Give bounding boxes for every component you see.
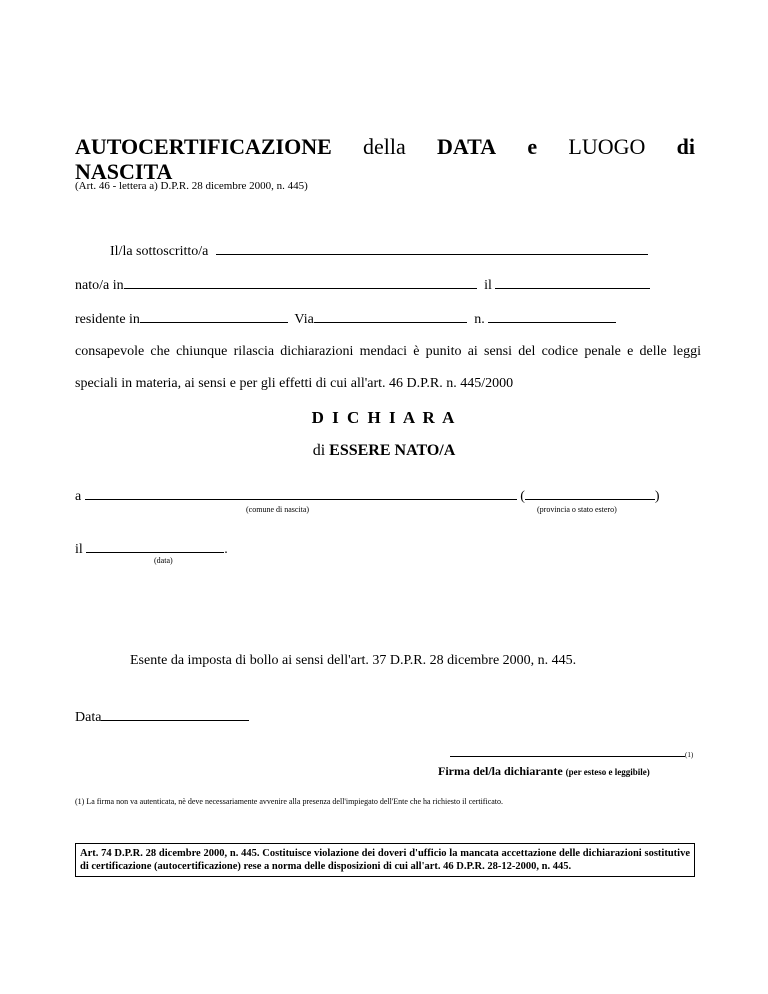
sottoscritto-label: Il/la sottoscritto/a [110,244,209,259]
data-nascita-field[interactable] [86,540,224,553]
art74-box: Art. 74 D.P.R. 28 dicembre 2000, n. 445. Costituisce violazione dei doveri d'ufficio la mancata accettazione delle dichiarazioni sostitutive di certificazione (autocertificazione) rese a norma delle disposizioni di cui all'art. 46 D.P.R. 28-12-2000, n. 445. [75,843,695,877]
title-word: LUOGO [568,134,646,159]
title-word: DATA [437,134,497,159]
essere-nato-heading [0,442,768,460]
nato-in-label: nato/a in [75,278,124,293]
numero-field[interactable] [488,310,616,323]
dichiara-heading: D I C H I A R A [311,408,457,427]
data-label: Data [75,710,102,725]
firma-line-row [450,748,693,759]
residente-in-label: residente in [75,312,140,327]
title-word: di [676,134,695,159]
il-label: il [484,278,492,293]
period: . [224,542,228,557]
firma-hint: (per esteso e leggibile) [565,767,650,777]
numero-label: n. [474,312,485,327]
consapevole-line-1: consapevole che chiunque rilascia dichiarazioni mendaci è punito ai sensi del codice penale e delle leggi [75,344,701,359]
firma-label-row [438,764,650,779]
essere-nato-prefix: di [312,442,326,459]
provincia-hint: (provincia o stato estero) [537,505,617,514]
via-label: Via [294,312,314,327]
il-data-label: il [75,542,83,557]
sottoscritto-row [110,242,648,260]
consapevole-line-2: speciali in materia, ai sensi e per gli effetti di cui all'art. 46 D.P.R. n. 445/2000 [75,376,514,391]
firma-note-ref: (1) [685,751,694,759]
firma-field[interactable] [450,748,685,757]
data-row [75,708,249,726]
title-word: della [363,134,406,159]
footnote: (1) La firma non va autenticata, nè deve necessariamente avvenire alla presenza dell'impiegato dell'Ente che ha richiesto il certificato. [75,797,504,806]
firma-label: Firma del/la dichiarante [438,764,563,778]
luogo-row [75,487,660,505]
title-line-2: NASCITA [75,159,173,184]
residenza-row [75,310,616,328]
paren-close: ) [654,489,660,504]
data-nascita-row [75,540,228,558]
a-label: a [75,489,82,504]
sottoscritto-field[interactable] [216,242,648,255]
residente-in-field[interactable] [140,310,288,323]
nascita-row [75,276,650,294]
data-field[interactable] [101,708,249,721]
paren-open: ( [520,489,525,504]
title-word: e [527,134,538,159]
essere-nato-text: ESSERE NATO/A [329,442,456,459]
title-line-1 [75,134,695,160]
esente-text: Esente da imposta di bollo ai sensi dell'art. 37 D.P.R. 28 dicembre 2000, n. 445. [130,653,577,668]
provincia-field[interactable] [525,487,655,500]
nato-in-field[interactable] [124,276,477,289]
il-field[interactable] [495,276,650,289]
data-hint: (data) [154,556,173,565]
subtitle: (Art. 46 - lettera a) D.P.R. 28 dicembre 2000, n. 445) [75,180,308,192]
comune-hint: (comune di nascita) [246,505,310,514]
title-word: AUTOCERTIFICAZIONE [75,134,332,159]
comune-field[interactable] [85,487,517,500]
via-field[interactable] [314,310,467,323]
